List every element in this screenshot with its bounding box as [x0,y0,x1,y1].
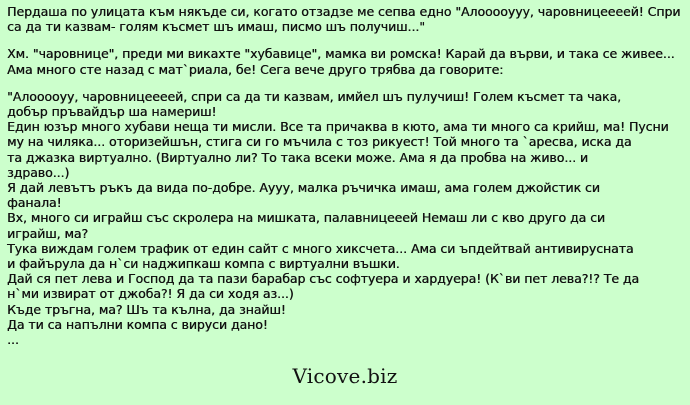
text-line: н`ми извират от джоба?! Я да си ходя аз...) [7,286,294,302]
text-line: ... [7,332,19,348]
text-line: му на чиляка... оторизейшън, стига си го мъчила с тоз рикуест! Той много та `аресва, иска да [7,134,632,150]
joke-text [7,4,683,347]
text-line: Я дай левътъ ръкъ да вида по-добре. Аууу, малка ръчичка имаш, ама голем джойстик си [7,180,600,196]
text-line: добър пръвайдър ша намериш! [7,104,217,120]
intro-paragraph: Пердаша по улицата към някъде си, когато отзадзе ме сепва едно "Алооооууу, чаровницеееей! Спри са да ти казвам- голям късмет шъ имаш, писмо шъ получиш..." [7,4,681,35]
text-line: Тука виждам голем трафик от един сайт с много хиксчета... Ама си ъпдейтвай антивирусната [7,240,634,256]
text-line: Къде тръгна, ма? Шъ та кълна, да знайш! [7,301,286,317]
reply-paragraph: Хм. "чаровнице", преди ми викахте "хубавице", мамка ви ромска! Карай да върви, и така се живее... Ама много сте назад с мат`риала, бе! Сега вече друго трябва да говорите: [7,46,675,77]
text-line: фанала! [7,195,62,211]
text-line: Вх, много си играйш със скролера на мишката, палавницееей Немаш ли с кво друго да си [7,210,605,226]
text-line: "Алооооуу, чаровницеееей, спри са да ти казвам, имйел шъ пулучиш! Голем късмет та чака, [7,88,621,104]
text-line: и файърула да н`си наджипкаш компа с виртуални въшки. [7,256,400,272]
fortune-monologue [7,89,683,347]
text-line: Да ти са напълни компа с вируси дано! [7,316,268,332]
text-line: здраво...) [7,164,70,180]
site-watermark: Vicove.biz [292,364,398,388]
text-line: играйш, ма? [7,225,88,241]
text-line: Един юзър много хубави неща ти мисли. Все та причаква в кюто, ама ти много са крийш, ма! Пусни [7,119,669,135]
text-line: та джазка виртуално. (Виртуално ли? То така всеки може. Ама я да пробва на живо... и [7,149,588,165]
text-line: Дай ся пет лева и Господ да та пази барабар със софтуера и хардуера! (К`ви пет лева?!? Те да [7,271,640,287]
